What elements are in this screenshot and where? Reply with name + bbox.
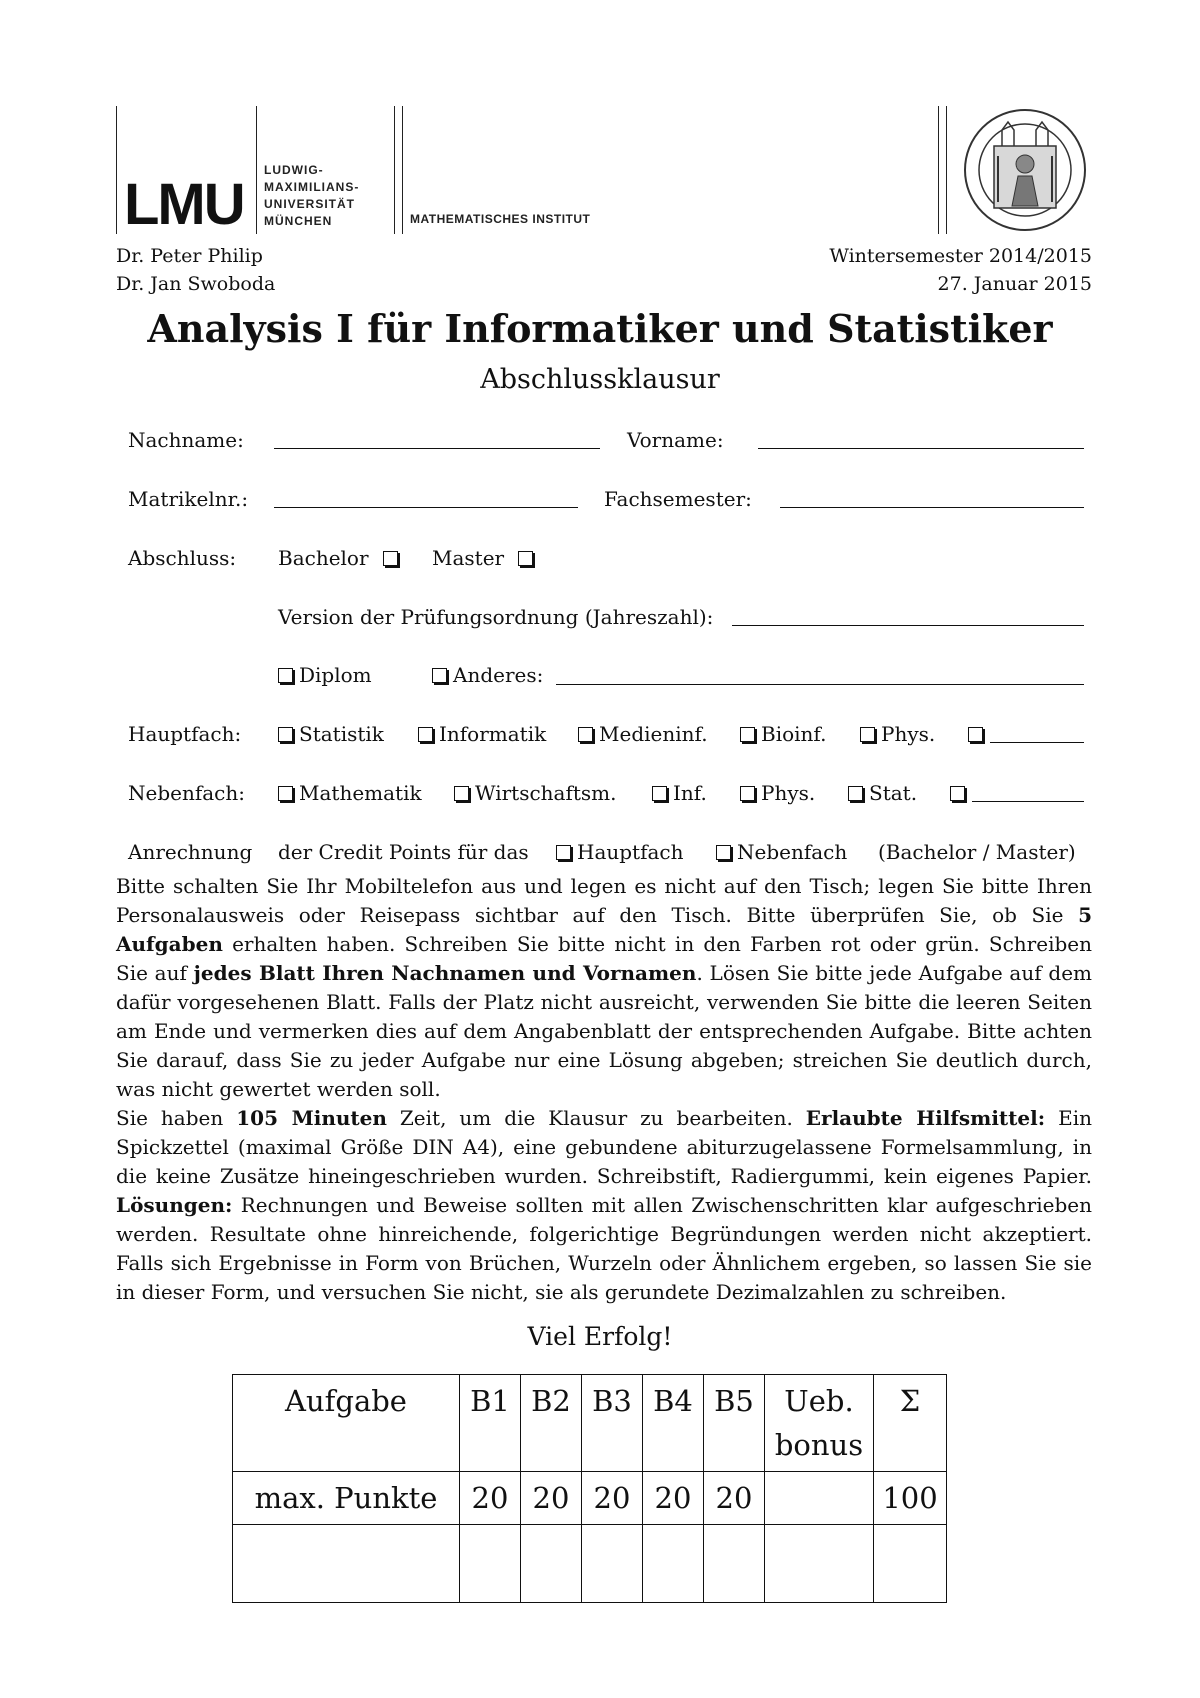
nebenfach-option[interactable]: [740, 781, 815, 805]
table-header-cell: B3: [582, 1375, 643, 1472]
instructions-paragraph: [116, 1104, 1092, 1307]
bachelor-master-note: (Bachelor / Master): [878, 840, 1076, 864]
table-cell: 20: [460, 1472, 521, 1525]
instruction-emphasis: jedes Blatt Ihren Nachnamen und Vornamen: [193, 961, 697, 985]
anderes-label: Anderes:: [453, 663, 544, 687]
score-entry-cell[interactable]: [704, 1525, 765, 1603]
nebenfach-checkbox[interactable]: [848, 786, 863, 801]
nebenfach-option-label: Phys.: [761, 781, 816, 805]
divider-line: [402, 106, 403, 234]
matrikel-label: Matrikelnr.:: [128, 487, 249, 511]
hauptfach-checkbox[interactable]: [278, 727, 293, 742]
hauptfach-option[interactable]: [278, 722, 384, 746]
vorname-field[interactable]: [758, 448, 1084, 449]
table-row: [233, 1525, 947, 1603]
anrechnung-label: Anrechnung: [128, 840, 253, 864]
lecturers: [116, 242, 275, 298]
table-header-cell: B2: [521, 1375, 582, 1472]
exam-date: 27. Januar 2015: [937, 273, 1092, 295]
instruction-emphasis: 5 Aufgaben: [116, 903, 1092, 956]
table-row: [233, 1375, 947, 1472]
hauptfach-option-label: Informatik: [439, 722, 547, 746]
hauptfach-other-option[interactable]: [968, 722, 989, 746]
credit-hauptfach-checkbox[interactable]: [556, 845, 571, 860]
table-cell: [765, 1472, 874, 1525]
hauptfach-checkbox[interactable]: [860, 727, 875, 742]
fachsemester-field[interactable]: [780, 507, 1084, 508]
instruction-text: Sie haben: [116, 1106, 237, 1130]
header-logo-band: [116, 106, 1092, 237]
nebenfach-option[interactable]: [454, 781, 617, 805]
table-cell: 20: [643, 1472, 704, 1525]
page-subtitle: Abschlussklausur: [480, 364, 720, 395]
semester-info: [829, 242, 1092, 298]
hauptfach-option-label: Statistik: [299, 722, 384, 746]
score-table: [232, 1374, 947, 1603]
diplom-label: Diplom: [299, 663, 372, 687]
instruction-text: Zeit, um die Klausur zu bearbeiten.: [386, 1106, 806, 1130]
nebenfach-checkbox[interactable]: [278, 786, 293, 801]
nebenfach-other-checkbox[interactable]: [950, 786, 965, 801]
hauptfach-option-label: Phys.: [881, 722, 936, 746]
university-line: MÜNCHEN: [264, 214, 333, 228]
hauptfach-checkbox[interactable]: [578, 727, 593, 742]
instruction-text: Ein Spickzettel (maximal Größe DIN A4), eine gebundene abiturzugelassene Formelsammlung, in die keine Zusätze hineingeschrieben wurden. Schreibstift, Radiergummi, kein eigenes Papier.: [116, 1106, 1092, 1188]
table-cell: max. Punkte: [233, 1472, 460, 1525]
closing-wish: Viel Erfolg!: [527, 1322, 673, 1351]
nebenfach-option-label: Stat.: [869, 781, 918, 805]
score-entry-cell[interactable]: [460, 1525, 521, 1603]
institute-name: MATHEMATISCHES INSTITUT: [410, 212, 591, 226]
nebenfach-checkbox[interactable]: [652, 786, 667, 801]
instruction-emphasis: 105 Minuten: [236, 1106, 387, 1130]
credit-nebenfach-label: Nebenfach: [737, 840, 848, 864]
nachname-field[interactable]: [274, 448, 600, 449]
table-header-cell: B4: [643, 1375, 704, 1472]
divider-line: [946, 106, 947, 234]
score-entry-cell[interactable]: [582, 1525, 643, 1603]
university-line: UNIVERSITÄT: [264, 197, 356, 211]
fachsemester-label: Fachsemester:: [604, 487, 752, 511]
hauptfach-label: Hauptfach:: [128, 722, 242, 746]
master-checkbox[interactable]: [518, 551, 533, 566]
score-entry-cell[interactable]: [233, 1525, 460, 1603]
table-row: [233, 1472, 947, 1525]
nebenfach-checkbox[interactable]: [740, 786, 755, 801]
vorname-label: Vorname:: [627, 428, 724, 452]
diplom-checkbox[interactable]: [278, 668, 293, 683]
university-name: [264, 162, 359, 230]
instruction-text: Rechnungen und Beweise sollten mit allen Zwischenschritten klar aufgeschrieben werden. Resultate ohne hinreichende, folgerichtige Begründungen werden nicht akzeptiert. Falls sich Ergebnisse in Form von Brüchen, Wurzeln oder Ähnlichem ergeben, so lassen Sie sie in dieser Form, und versuchen Sie nicht, sie als gerundete Dezimalzahlen zu schreiben.: [116, 1193, 1092, 1304]
hauptfach-option[interactable]: [418, 722, 546, 746]
instruction-emphasis: Erlaubte Hilfsmittel:: [805, 1106, 1046, 1130]
bachelor-label: Bachelor: [278, 546, 369, 570]
score-entry-cell[interactable]: [521, 1525, 582, 1603]
hauptfach-option-label: Medieninf.: [599, 722, 708, 746]
hauptfach-option[interactable]: [578, 722, 708, 746]
nebenfach-option[interactable]: [848, 781, 917, 805]
nebenfach-checkbox[interactable]: [454, 786, 469, 801]
lmu-logo: LMU: [124, 172, 244, 237]
divider-line: [256, 106, 257, 234]
page-title: Analysis I für Informatiker und Statistiker: [147, 306, 1053, 351]
nebenfach-option[interactable]: [278, 781, 422, 805]
credit-nebenfach-checkbox[interactable]: [716, 845, 731, 860]
table-header-cell: B5: [704, 1375, 765, 1472]
table-cell: 20: [521, 1472, 582, 1525]
table-cell: 20: [582, 1472, 643, 1525]
version-field[interactable]: [732, 625, 1084, 626]
credit-hauptfach-label: Hauptfach: [577, 840, 684, 864]
master-option[interactable]: [432, 546, 539, 570]
credit-hauptfach-option[interactable]: [556, 840, 684, 864]
anderes-field[interactable]: [556, 684, 1084, 685]
nebenfach-option-label: Inf.: [673, 781, 707, 805]
anderes-option[interactable]: [432, 663, 543, 687]
hauptfach-option-label: Bioinf.: [761, 722, 827, 746]
diplom-option[interactable]: [278, 663, 372, 687]
anderes-checkbox[interactable]: [432, 668, 447, 683]
exam-instructions: [116, 872, 1092, 1307]
hauptfach-option[interactable]: [860, 722, 935, 746]
instruction-text: Bitte schalten Sie Ihr Mobiltelefon aus und legen es nicht auf den Tisch; legen Sie bitte Ihren Personalausweis oder Reisepass sichtbar auf den Tisch. Bitte überprüfen Sie, ob Sie: [116, 874, 1092, 927]
hauptfach-other-field[interactable]: [990, 742, 1084, 743]
hauptfach-checkbox[interactable]: [740, 727, 755, 742]
version-label: Version der Prüfungsordnung (Jahreszahl):: [278, 605, 714, 629]
score-entry-cell[interactable]: [643, 1525, 704, 1603]
hauptfach-checkbox[interactable]: [418, 727, 433, 742]
divider-line: [938, 106, 939, 234]
bachelor-option[interactable]: [278, 546, 404, 570]
table-header-cell: B1: [460, 1375, 521, 1472]
table-header-cell: Aufgabe: [233, 1375, 460, 1472]
table-cell: 20: [704, 1472, 765, 1525]
master-label: Master: [432, 546, 505, 570]
divider-line: [116, 106, 117, 234]
university-line: LUDWIG-: [264, 163, 324, 177]
matrikel-field[interactable]: [274, 507, 578, 508]
hauptfach-option[interactable]: [740, 722, 826, 746]
hauptfach-other-checkbox[interactable]: [968, 727, 983, 742]
nebenfach-option-label: Mathematik: [299, 781, 422, 805]
nebenfach-other-option[interactable]: [950, 781, 971, 805]
score-entry-cell[interactable]: [874, 1525, 947, 1603]
score-entry-cell[interactable]: [765, 1525, 874, 1603]
table-cell: 100: [874, 1472, 947, 1525]
university-seal-icon: [958, 106, 1092, 234]
nebenfach-other-field[interactable]: [972, 801, 1084, 802]
instruction-emphasis: Lösungen:: [116, 1193, 233, 1217]
table-header-cell: Σ: [874, 1375, 947, 1472]
instruction-text: . Lösen Sie bitte jede Aufgabe auf dem dafür vorgesehenen Blatt. Falls der Platz nicht ausreicht, verwenden Sie bitte die leeren Seiten am Ende und vermerken dies auf dem Angabenblatt der entsprechenden Aufgabe. Bitte achten Sie darauf, dass Sie zu jeder Aufgabe nur eine Lösung abgeben; streichen Sie deutlich durch, was nicht gewertet werden soll.: [116, 961, 1092, 1101]
instruction-text: erhalten haben. Schreiben Sie bitte nicht in den Farben rot oder grün. Schreiben Sie auf: [116, 932, 1092, 985]
nebenfach-option[interactable]: [652, 781, 707, 805]
instructions-paragraph: [116, 872, 1092, 1104]
table-header-cell: Ueb. bonus: [765, 1375, 874, 1472]
bachelor-checkbox[interactable]: [383, 551, 398, 566]
university-line: MAXIMILIANS-: [264, 180, 360, 194]
nachname-label: Nachname:: [128, 428, 244, 452]
semester: Wintersemester 2014/2015: [829, 245, 1092, 267]
lecturer-name: Dr. Peter Philip: [116, 245, 263, 267]
abschluss-label: Abschluss:: [128, 546, 237, 570]
lecturer-name: Dr. Jan Swoboda: [116, 273, 276, 295]
credit-points-text: der Credit Points für das: [278, 840, 529, 864]
credit-nebenfach-option[interactable]: [716, 840, 847, 864]
nebenfach-label: Nebenfach:: [128, 781, 246, 805]
nebenfach-option-label: Wirtschaftsm.: [475, 781, 617, 805]
divider-line: [394, 106, 395, 234]
